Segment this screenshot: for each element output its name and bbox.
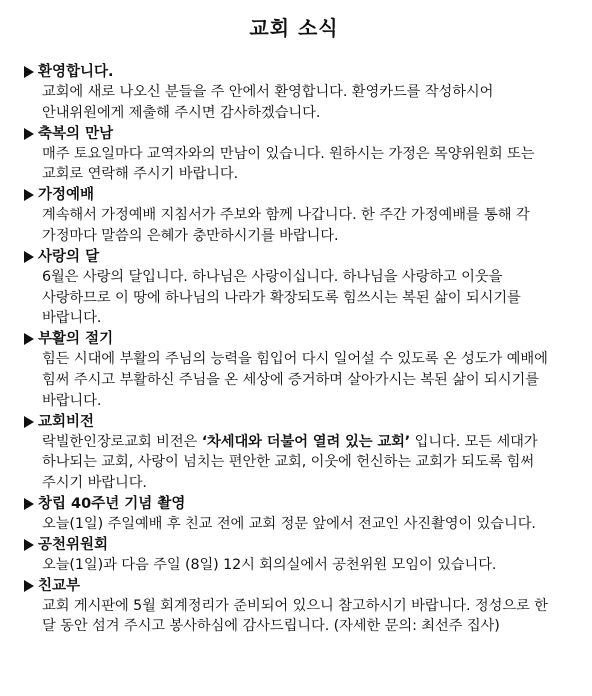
- section-heading: [24, 185, 564, 205]
- triangle-bullet-icon: [24, 189, 34, 201]
- section-nomination-committee: [24, 535, 564, 576]
- section-body: [42, 432, 564, 494]
- triangle-bullet-icon: [24, 539, 34, 551]
- triangle-bullet-icon: [24, 251, 34, 263]
- section-heading: [24, 124, 564, 144]
- section-church-vision: [24, 412, 564, 494]
- section-heading: [24, 247, 564, 267]
- triangle-bullet-icon: [24, 498, 34, 510]
- section-month-of-love: [24, 247, 564, 329]
- section-heading-text: 축복의 만남: [38, 125, 114, 142]
- section-body: 계속해서 가정예배 지침서가 주보와 함께 나갑니다. 한 주간 가정예배를 통해 각 가정마다 말씀의 은혜가 충만하시기를 바랍니다.: [42, 207, 530, 244]
- section-heading: [24, 329, 564, 349]
- triangle-bullet-icon: [24, 580, 34, 592]
- section-heading-text: 교회비전: [38, 413, 95, 430]
- section-body: 오늘(1일) 주일예배 후 친교 전에 교회 정문 앞에서 전교인 사진촬영이 있습니다.: [42, 515, 536, 532]
- section-heading: [24, 494, 564, 514]
- section-anniversary-photo: [24, 494, 564, 535]
- section-body: 힘든 시대에 부활의 주님의 능력을 힘입어 다시 일어설 수 있도록 온 성도가 예배에 힘써 주시고 부활하신 주님을 온 세상에 증거하며 살아가시는 복된 삶이 되시기를 바랍니다.: [42, 351, 548, 409]
- section-heading-text: 환영합니다.: [38, 64, 114, 80]
- vision-text-post: 입니다. 모든 세대가 하나되는 교회, 사랑이 넘치는 편안한 교회, 이웃에 헌신하는 교회가 되도록 힘써 주시기 바랍니다.: [42, 433, 538, 492]
- section-body: 교회 게시판에 5월 회계정리가 준비되어 있으니 참고하시기 바랍니다. 정성으로 한 달 동안 섬겨 주시고 봉사하심에 감사드립니다. (자세한 문의: 최선주 집사): [42, 597, 548, 635]
- triangle-bullet-icon: [24, 416, 34, 428]
- section-heading-text: 부활의 절기: [38, 331, 114, 348]
- section-heading-text: 창립 40주년 기념 촬영: [38, 495, 186, 512]
- section-heading-text: 사랑의 달: [38, 248, 100, 265]
- section-body: 교회에 새로 나오신 분들을 주 안에서 환영합니다. 환영카드를 작성하시어 안내위원에게 제출해 주시면 감사하겠습니다.: [42, 84, 494, 121]
- section-heading-text: 친교부: [38, 577, 81, 594]
- section-blessed-meeting: [24, 124, 564, 186]
- vision-text-pre: 락빌한인장로교회 비전은: [42, 433, 202, 450]
- section-heading: [24, 535, 564, 555]
- section-heading: [24, 62, 564, 82]
- vision-statement: ‘차세대와 더불어 열려 있는 교회’: [201, 433, 411, 450]
- section-heading-text: 가정예배: [38, 187, 95, 204]
- section-heading: [24, 576, 564, 596]
- section-fellowship: [24, 576, 564, 638]
- section-body: 매주 토요일마다 교역자와의 만남이 있습니다. 원하시는 가정은 목양위원회 또는 교회로 연락해 주시기 바랍니다.: [42, 145, 535, 183]
- triangle-bullet-icon: [24, 333, 34, 345]
- page-title: 교회 소식: [249, 16, 339, 40]
- section-welcome: [24, 62, 564, 124]
- section-body: 6월은 사랑의 달입니다. 하나님은 사랑이십니다. 하나님을 사랑하고 이웃을 사랑하므로 이 땅에 하나님의 나라가 확장되도록 힘쓰시는 복된 삶이 되시기를 바랍니다.: [42, 268, 521, 327]
- section-body: 오늘(1일)과 다음 주일 (8일) 12시 회의실에서 공천위원 모임이 있습니다.: [42, 556, 497, 573]
- triangle-bullet-icon: [24, 128, 34, 140]
- triangle-bullet-icon: [24, 66, 34, 78]
- section-heading: [24, 412, 564, 432]
- section-family-worship: [24, 185, 564, 247]
- section-heading-text: 공천위원회: [38, 536, 109, 553]
- section-easter-season: [24, 329, 564, 411]
